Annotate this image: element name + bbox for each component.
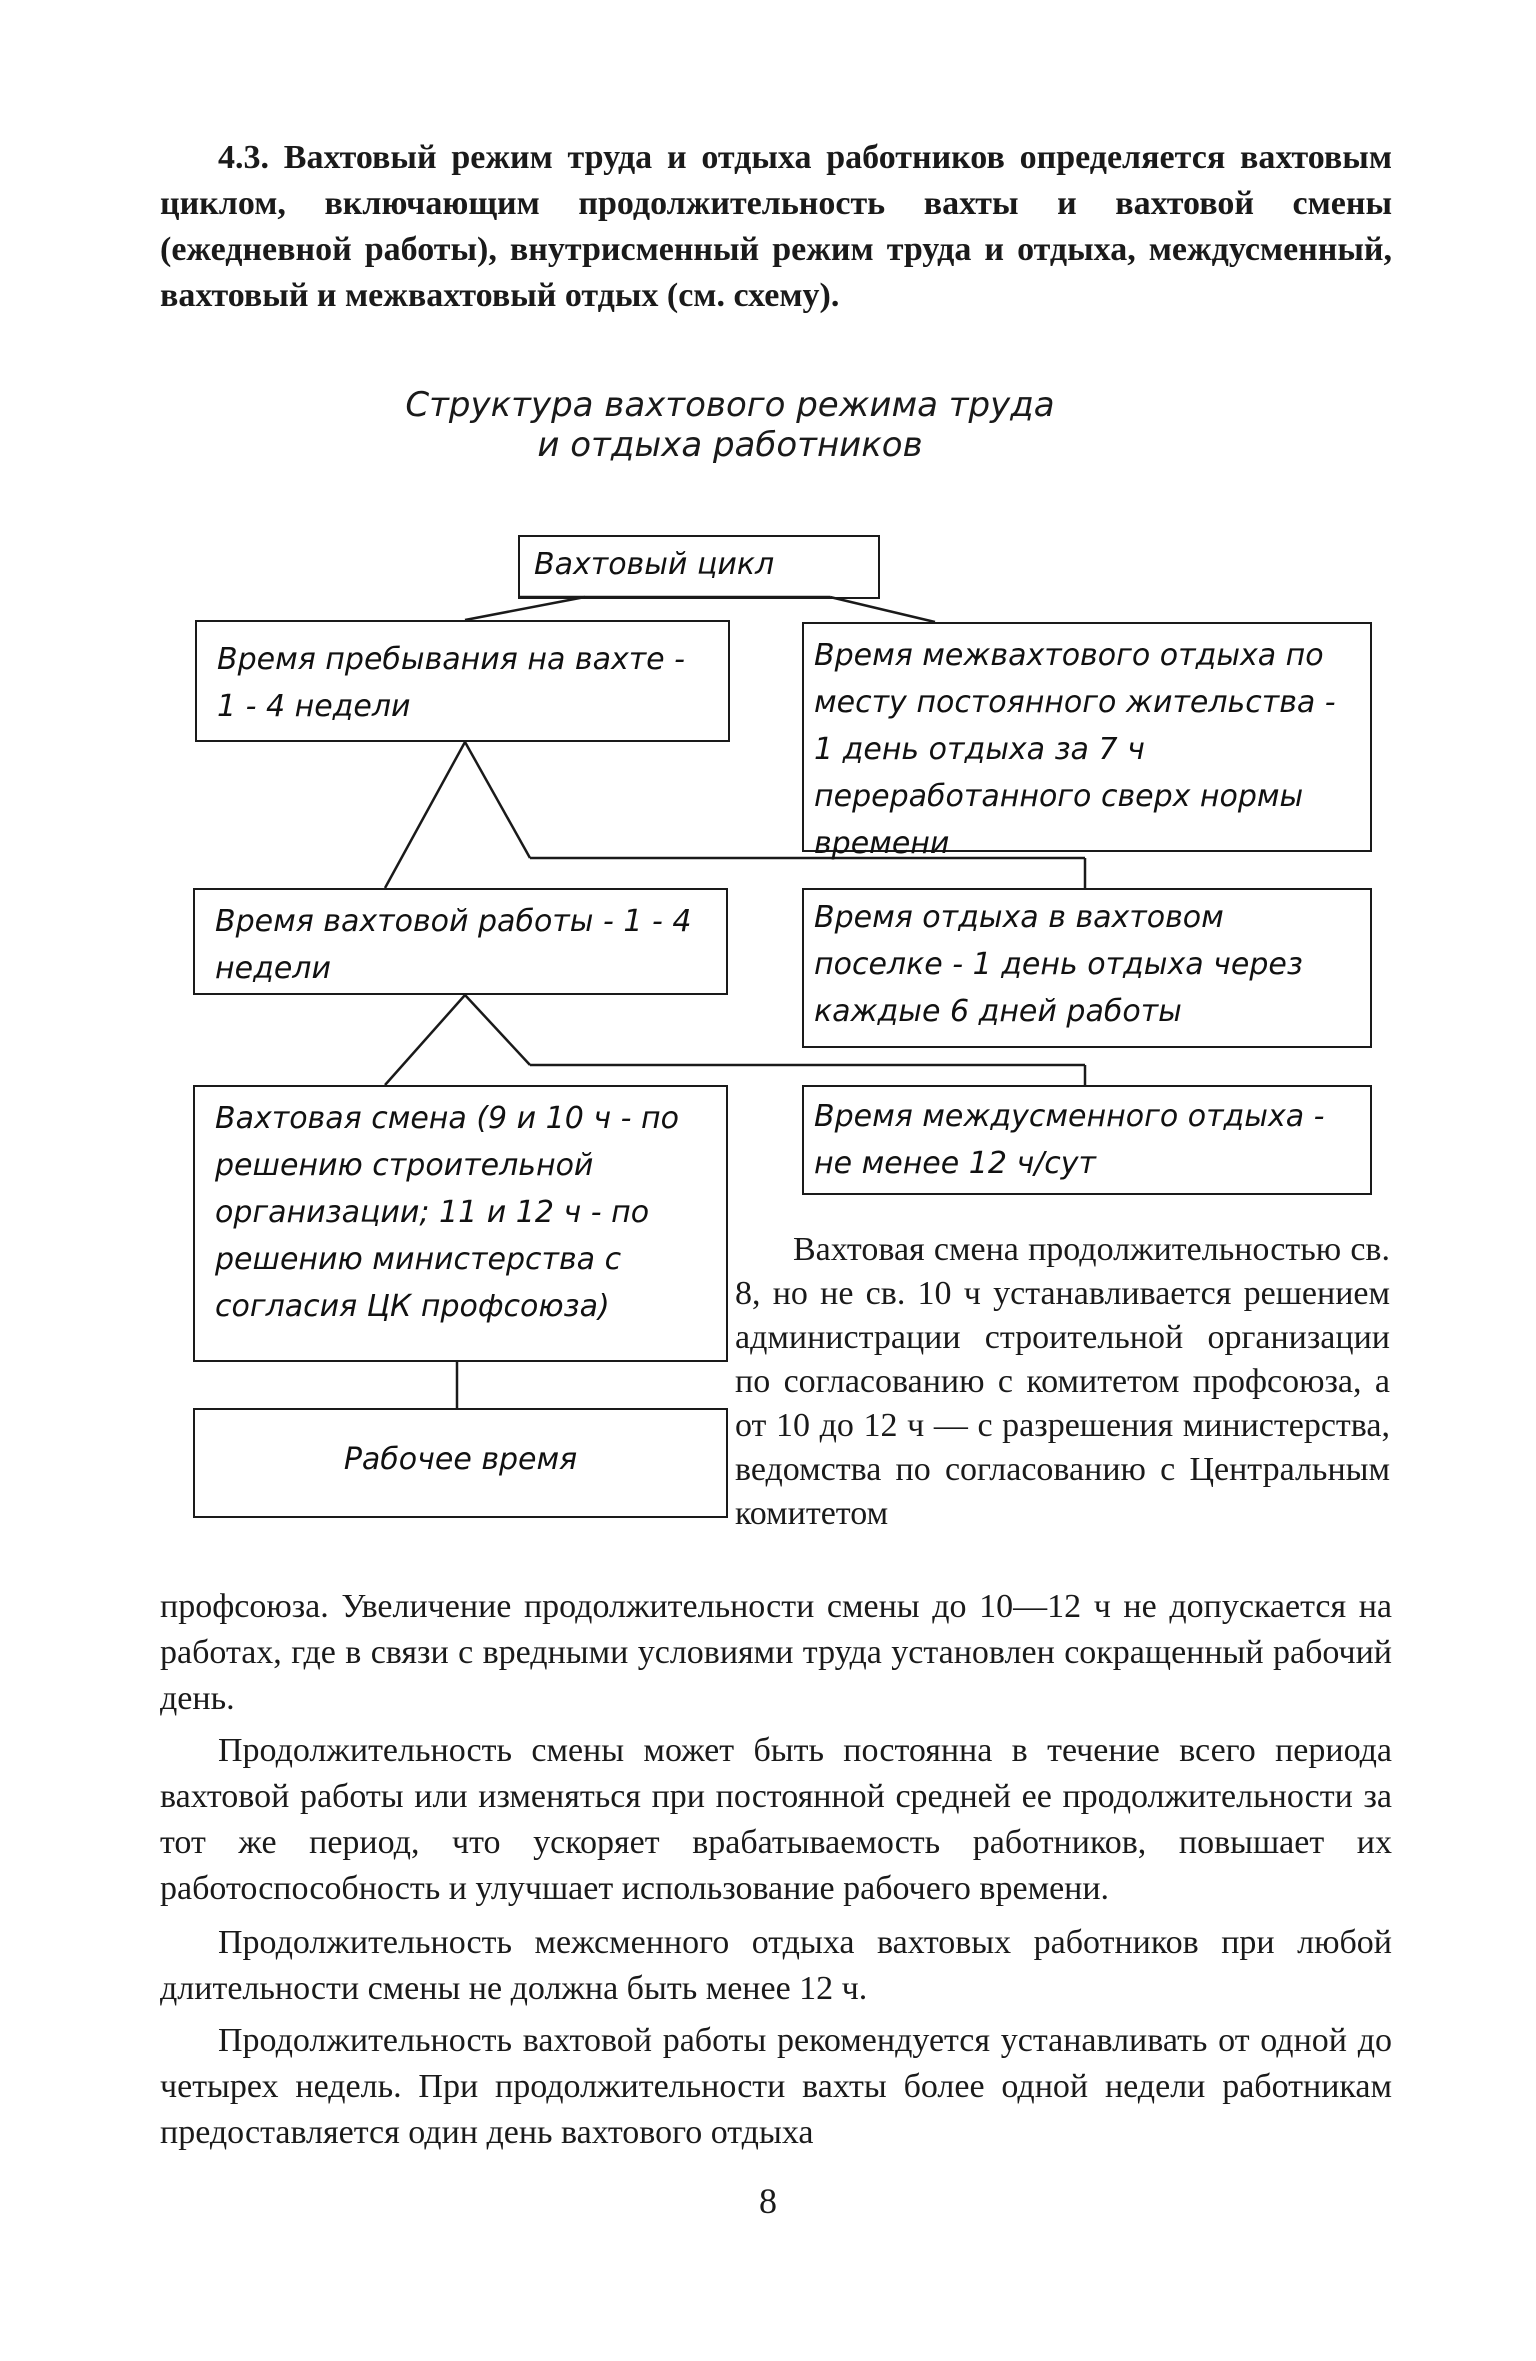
continuation-paragraph: профсоюза. Увеличение продолжительности смены до 10—12 ч не допускается на работах, где в связи с вредными условиями труда установлен сокращенный рабочий день. [160, 1588, 1392, 1717]
page-number: 8 [759, 2181, 777, 2221]
camp-rest-box [802, 888, 1372, 1048]
camp-rest-label: Время отдыха в вахтовом поселке - 1 день отдыха через каждые 6 дней работы [814, 900, 1303, 1029]
intershift-home-rest-box [802, 622, 1372, 861]
body-paragraph-1: Продолжительность смены может быть постоянна в течение всего периода вахтовой работы или изменяться при постоянной средней ее продолжительности за тот же период, что ускоряет врабатываемость работников, повышает их работоспособность и улучшает использование рабочего времени. [160, 1732, 1392, 1907]
body-paragraph-2: Продолжительность межсменного отдыха вахтовых работников при любой длительности смены не должна быть менее 12 ч. [160, 1924, 1392, 2007]
side-paragraph: Вахтовая смена продолжительностью св. 8, но не св. 10 ч устанавливается решением администрации строительной организации по согласованию с комитетом профсоюза, а от 10 до 12 ч — с разрешения министерства, ведомства по согласованию с Центральным комитетом [735, 1231, 1390, 1532]
body-paragraph-3: Продолжительность вахтовой работы рекомендуется устанавливать от одной до четырех недель. При продолжительности вахты более одной недели работникам предоставляется один день вахтового отдыха [160, 2022, 1392, 2151]
scheme-title-line2: и отдыха работников [537, 425, 923, 465]
working-time-box [193, 1408, 728, 1518]
shift-work-time-box [193, 888, 728, 995]
between-shift-rest-label: Время междусменного отдыха - не менее 12 ч/сут [814, 1099, 1325, 1181]
stay-time-label: Время пребывания на вахте - 1 - 4 недели [217, 642, 686, 724]
stay-time-box [195, 620, 730, 742]
scheme-title-line1: Структура вахтового режима труда [405, 385, 1055, 425]
intro-text: Вахтовый режим труда и отдыха работников определяется вахтовым циклом, включающим продолжительность вахты и вахтовой смены (ежедневной работы), внутрисменный режим труда и отдыха, междусменный, вахтовый и межвахтовый отдых (см. схему). [160, 139, 1392, 314]
cycle-box [518, 535, 880, 599]
shift-work-time-label: Время вахтовой работы - 1 - 4 недели [215, 904, 692, 986]
intershift-home-rest-label: Время межвахтового отдыха по месту постоянного жительства - 1 день отдыха за 7 ч переработанного сверх нормы времени [814, 638, 1336, 861]
working-time-label: Рабочее время [343, 1442, 578, 1477]
cycle-label: Вахтовый цикл [534, 547, 775, 582]
shift-label: Вахтовая смена (9 и 10 ч - по решению строительной организации; 11 и 12 ч - по решению министерства с согласия ЦК профсоюза) [215, 1101, 679, 1324]
between-shift-rest-box [802, 1085, 1372, 1195]
section-number: 4.3. [218, 139, 269, 176]
shift-box [193, 1085, 728, 1362]
